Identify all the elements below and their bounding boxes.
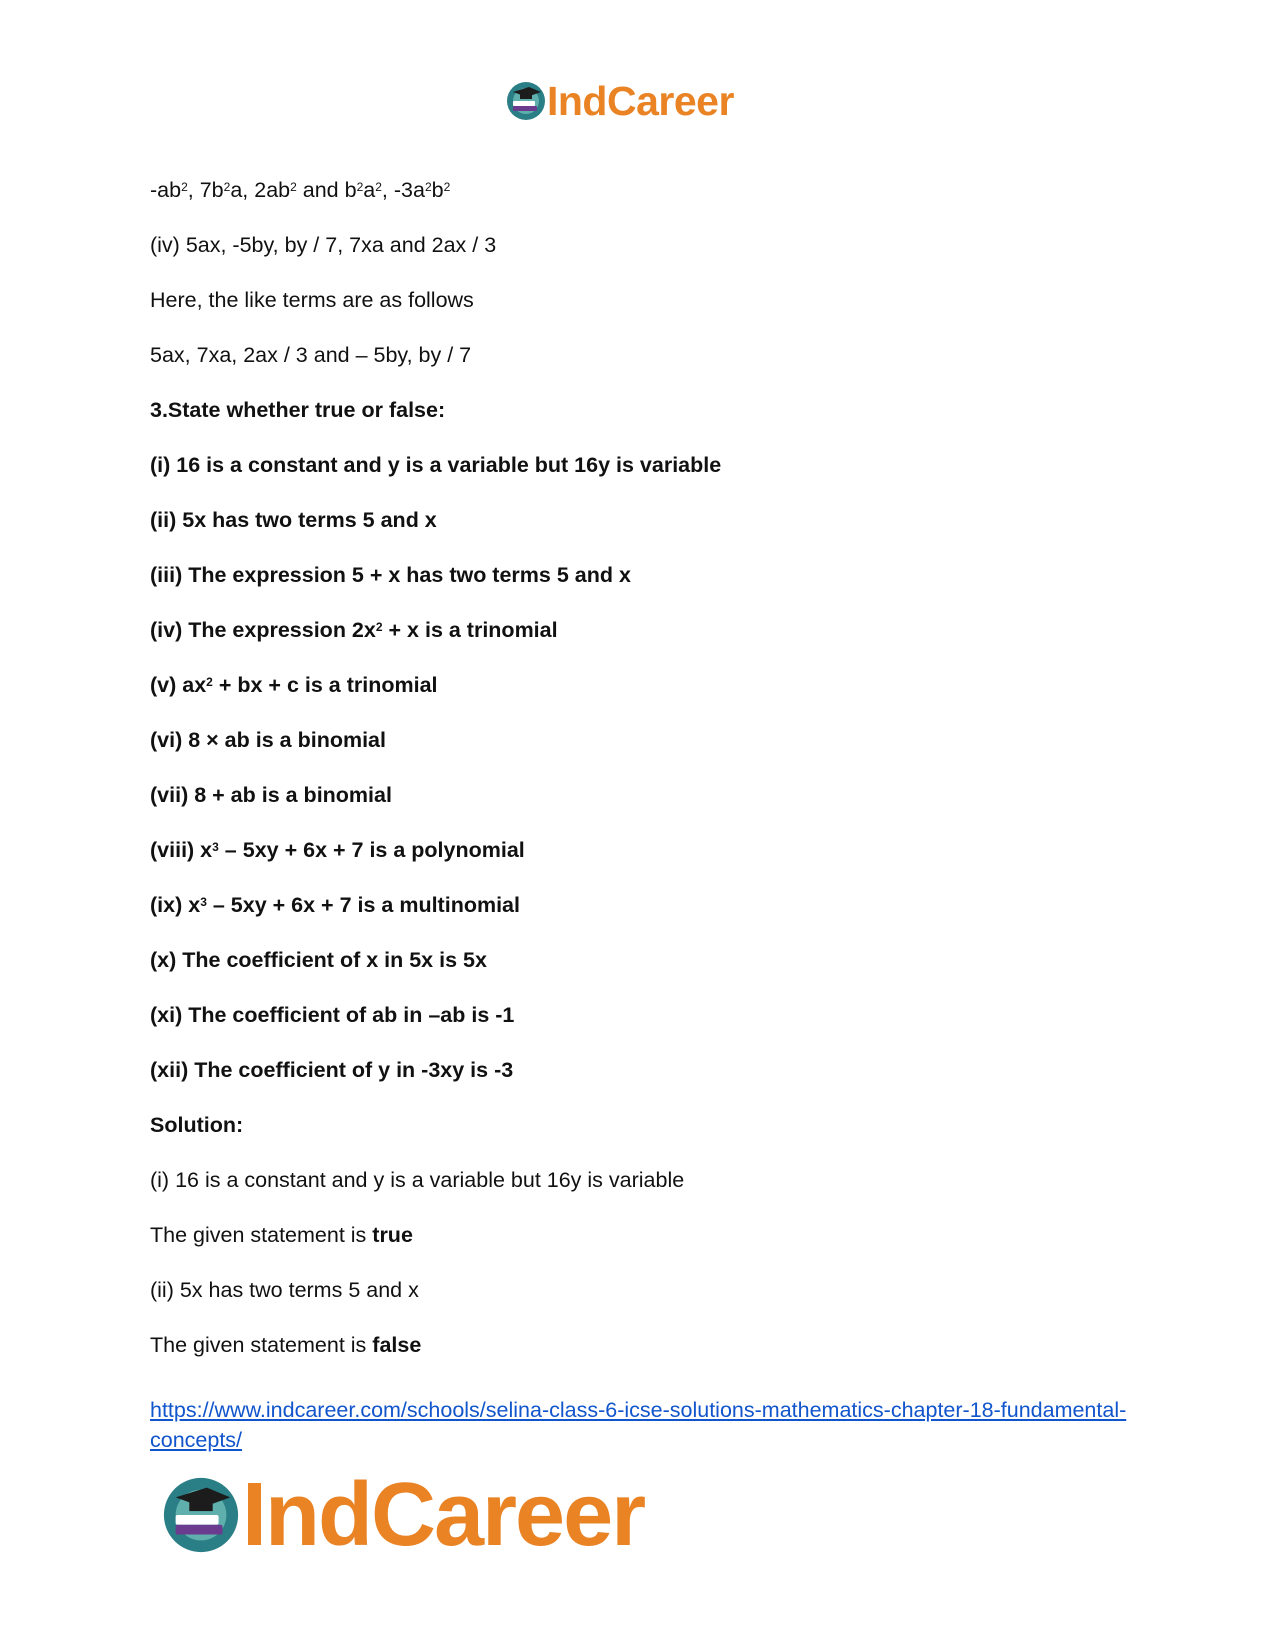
question-heading: 3.State whether true or false:	[150, 398, 446, 422]
question-item-i: (i) 16 is a constant and y is a variable but 16y is variable	[150, 453, 722, 477]
text-line-like-terms-intro: Here, the like terms are as follows	[150, 288, 474, 312]
question-item-v: (v) $ax^2$ + bx + c is a trinomial	[150, 673, 438, 697]
footer-logo	[160, 1465, 645, 1565]
question-item-xi: (xi) The coefficient of ab in –ab is -1	[150, 1003, 515, 1027]
question-item-xii: (xii) The coefficient of y in -3xy is -3	[150, 1058, 514, 1082]
question-item-vii: (vii) 8 + ab is a binomial	[150, 783, 392, 807]
header-logo	[505, 77, 734, 124]
text-line-like-terms-iv: 5ax, 7xa, 2ax / 3 and – 5by, by / 7	[150, 343, 472, 367]
solution-heading: Solution:	[150, 1113, 244, 1137]
solution-answer-i: The given statement is true	[150, 1223, 413, 1247]
solution-item-ii: (ii) 5x has two terms 5 and x	[150, 1278, 419, 1302]
question-item-x: (x) The coefficient of x in 5x is 5x	[150, 948, 487, 972]
question-item-viii: (viii) $x^3 - 5xy + 6x + 7$ is a polynomial	[150, 838, 525, 862]
question-item-iv: (iv) The expression $2x^2 + x$ is a trinomial	[150, 618, 558, 642]
graduation-book-globe-icon	[505, 80, 547, 122]
question-item-ix: (ix) $x^3 - 5xy + 6x + 7$ is a multinomial	[150, 893, 520, 917]
question-item-vi: (vi) 8 × ab is a binomial	[150, 728, 386, 752]
brand-name-large: IndCareer	[242, 1465, 645, 1565]
brand-name: IndCareer	[547, 77, 734, 124]
text-line-like-terms-iii: $-ab^2$, $7b^2a$, $2ab^2$ and $b^2a^2$, $-3a^2b^2$	[150, 178, 451, 202]
source-url-link[interactable]: https://www.indcareer.com/schools/selina-class-6-icse-solutions-mathematics-chapter-18-fundamental-concepts/	[150, 1398, 1127, 1452]
solution-item-i: (i) 16 is a constant and y is a variable but 16y is variable	[150, 1168, 685, 1192]
question-item-ii: (ii) 5x has two terms 5 and x	[150, 508, 437, 532]
text-line-iv-terms: (iv) 5ax, -5by, by / 7, 7xa and 2ax / 3	[150, 233, 497, 257]
question-item-iii: (iii) The expression 5 + x has two terms 5 and x	[150, 563, 631, 587]
graduation-book-globe-icon	[160, 1474, 242, 1556]
solution-answer-ii: The given statement is false	[150, 1333, 422, 1357]
